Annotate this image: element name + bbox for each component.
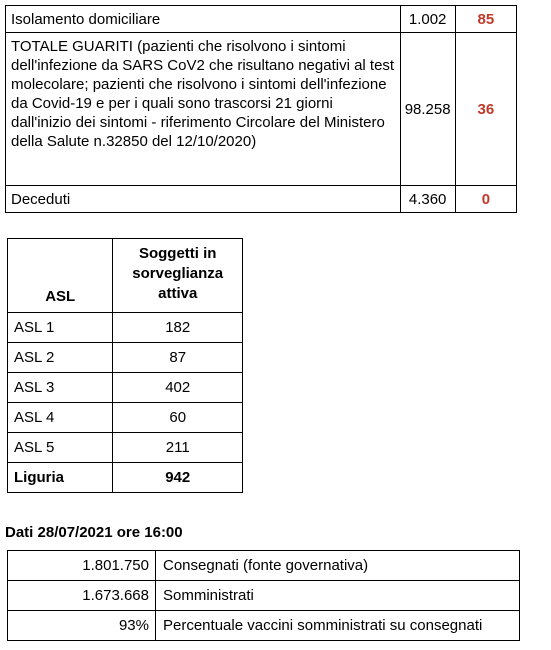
vaccini-heading: Dati 28/07/2021 ore 16:00: [5, 524, 183, 541]
asl-value: 402: [113, 373, 243, 403]
row-value: 4.360: [400, 186, 455, 213]
row-new-value: 36: [455, 33, 516, 186]
table-row: [8, 403, 243, 433]
vaccini-label: Percentuale vaccini somministrati su consegnati: [156, 611, 520, 641]
asl-value: 211: [113, 433, 243, 463]
row-label: Isolamento domiciliare: [6, 6, 401, 33]
total-name: Liguria: [8, 463, 113, 493]
vaccini-value: 1.673.668: [8, 581, 156, 611]
table-row: [8, 581, 520, 611]
total-value: 942: [113, 463, 243, 493]
row-value: 1.002: [400, 6, 455, 33]
table-row: [6, 6, 517, 33]
table-total-row: [8, 463, 243, 493]
header-sorveglianza: Soggetti in sorveglianza attiva: [113, 239, 243, 313]
header-asl: ASL: [8, 239, 113, 313]
asl-name: ASL 5: [8, 433, 113, 463]
table-row: [8, 433, 243, 463]
vaccini-label: Consegnati (fonte governativa): [156, 551, 520, 581]
table-row: [8, 551, 520, 581]
vaccini-value: 93%: [8, 611, 156, 641]
vaccini-value: 1.801.750: [8, 551, 156, 581]
asl-name: ASL 1: [8, 313, 113, 343]
row-label: TOTALE GUARITI (pazienti che risolvono i sintomi dell'infezione da SARS CoV2 che risultano negativi al test molecolare; pazienti che risolvono i sintomi dell'infezione da Covid-19 e per i quali sono trascorsi 21 giorni dall'inizio dei sintomi - riferimento Circolare del Ministero della Salute n.32850 del 12/10/2020): [6, 33, 401, 186]
table-row: [8, 611, 520, 641]
row-label: Deceduti: [6, 186, 401, 213]
asl-value: 182: [113, 313, 243, 343]
table-row: [6, 33, 517, 186]
asl-table: [7, 238, 243, 493]
table-row: [8, 373, 243, 403]
row-new-value: 85: [455, 6, 516, 33]
asl-name: ASL 4: [8, 403, 113, 433]
table-row: [8, 313, 243, 343]
vaccini-table: [7, 550, 520, 641]
summary-table: [5, 5, 517, 213]
vaccini-label: Somministrati: [156, 581, 520, 611]
asl-value: 60: [113, 403, 243, 433]
row-new-value: 0: [455, 186, 516, 213]
asl-value: 87: [113, 343, 243, 373]
table-row: [8, 343, 243, 373]
table-header-row: [8, 239, 243, 313]
row-value: 98.258: [400, 33, 455, 186]
asl-name: ASL 3: [8, 373, 113, 403]
asl-name: ASL 2: [8, 343, 113, 373]
table-row: [6, 186, 517, 213]
